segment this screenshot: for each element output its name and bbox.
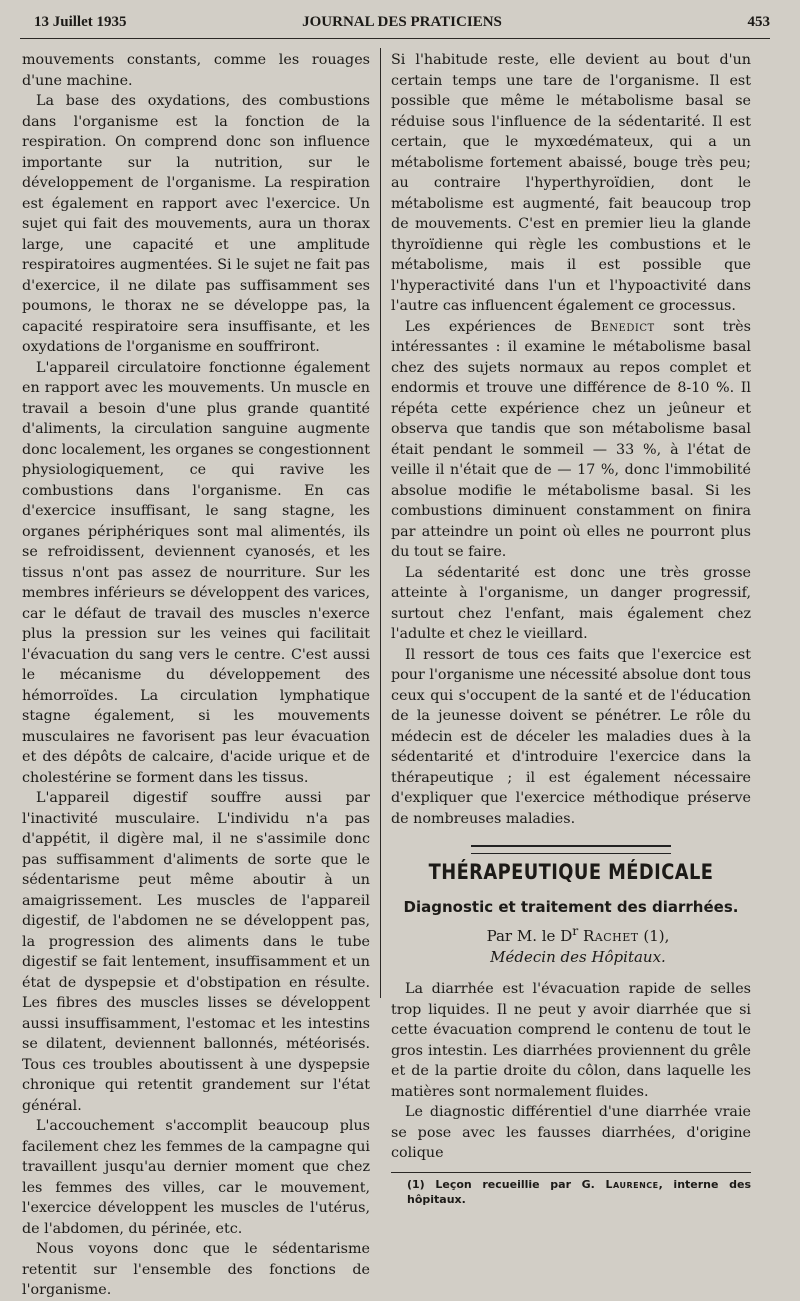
text-run: (1) Leçon recueillie par G. (407, 1177, 606, 1191)
paragraph: L'appareil digestif souffre aussi par l'inactivité musculaire. L'individu n'a pas d'appétit, il digère mal, il ne s'assimile donc pas suffisamment d'aliments de sorte que le sédentarisme peut même aboutir à un amaigrissement. Les muscles de l'appareil digestif, de l'abdomen ne se développent pas, la progression des aliments dans le tube digestif se fait lentement, insuffisamment et un état de dyspepsie et d'obstipation en résulte. Les fibres des muscles lisses se développent aussi insuffisamment, l'estomac et les intestins se dilatent, deviennent ballonnés, météorisés. Tous ces troubles aboutissent à une dyspepsie chronique qui retentit grandement sur l'état général. (22, 790, 370, 1114)
paragraph: La sédentarité est donc une très grosse atteinte à l'organisme, un danger progressif, surtout chez l'enfant, mais également chez l'adulte et chez le vieillard. (391, 564, 751, 642)
paragraph: Il ressort de tous ces faits que l'exercice est pour l'organisme une nécessité absolue dont tous ceux qui s'occupent de la santé et de l'éducation de la jeunesse doivent se pénétrer. Le rôle du médecin est de déceler les maladies dues à la sédentarité et d'introduire l'exercice dans la thérapeutique ; il est également nécessaire d'expliquer que l'exercice méthodique préserve de nombreuses maladies. (391, 646, 751, 827)
left-column (22, 50, 370, 1301)
author-name-benedict: Benedict (590, 318, 655, 335)
author-affiliation: Médecin des Hôpitaux. (490, 947, 666, 966)
header-date: 13 Juillet 1935 (34, 14, 127, 30)
text-run: sont très intéressantes : il examine le métabolisme basal chez des sujets normaux au repos complet et endormis et trouve une différence de 8-10 %. Il répéta cette expérience chez un jeûneur et observa que tandis que son métabolisme basal était pendant le sommeil — 33 %, à l'état de veille il n'était que de — 17 %, donc l'immobilité absolue modifie le métabolisme basal. Si les combustions diminuent constamment on finira par atteindre un point où elles ne pourront plus du tout se faire. (391, 318, 751, 560)
paragraph: mouvements constants, comme les rouages d'une machine. (22, 52, 370, 89)
paragraph: L'appareil circulatoire fonctionne également en rapport avec les mouvements. Un muscle en travail a besoin d'une plus grande quantité d'aliments, la circulation sanguine augmente donc localement, les organes se congestionnent physiologiquement, ce qui ravive les combustions dans l'organisme. En cas d'exercice insuffisant, le sang stagne, les organes périphériques sont mal alimentés, ils se refroidissent, deviennent cyanosés, et les tissus n'ont pas assez de nourriture. Sur les membres inférieurs se développent des varices, car le défaut de travail des muscles n'exerce plus la pression sur les veines qui facilitait l'évacuation du sang vers le centre. C'est aussi le mécanisme du développement des hémorroïdes. La circulation lymphatique stagne également, si les mouvements musculaires ne favorisent pas leur évacuation et des dépôts de calcaire, d'acide urique et de cholestérine se forment dans les tissus. (22, 359, 370, 786)
section-title: THÉRAPEUTIQUE MÉDICALE (428, 860, 714, 884)
right-column (391, 50, 751, 1207)
section-ornament-rule (471, 845, 671, 854)
page-header (34, 14, 770, 36)
paragraph: La base des oxydations, des combustions dans l'organisme est la fonction de la respiration. On comprend donc son influence importante sur la nutrition, sur le développement de l'organisme. La respiration est également en rapport avec l'exercice. Un sujet qui fait des mouvements, aura un thorax large, une capacité et une amplitude respiratoires augmentées. Si le sujet ne fait pas d'exercice, il ne dilate pas suffisamment ses poumons, le thorax ne se développe pas, la capacité respiratoire sera insuffisante, et les oxydations de l'organisme en souffriront. (22, 93, 370, 355)
article-title: Diagnostic et traitement des diarrhées. (403, 897, 739, 916)
author-name: Rachet (583, 927, 639, 945)
author-suffix: (1), (638, 927, 670, 945)
footnote-name: Laurence (605, 1177, 659, 1191)
header-journal-title: JOURNAL DES PRATICIENS (302, 14, 502, 30)
text-run: , interne des hôpitaux. (407, 1177, 751, 1206)
article-author (391, 921, 751, 947)
header-rule (20, 38, 770, 39)
paragraph: Le diagnostic différentiel d'une diarrhée vraie se pose avec les fausses diarrhées, d'origine colique (391, 1104, 751, 1161)
column-divider (380, 48, 381, 998)
author-title-sup: r (572, 923, 579, 938)
footnote (407, 1177, 751, 1207)
author-prefix: Par M. le D (486, 927, 573, 945)
paragraph: L'accouchement s'accomplit beaucoup plus facilement chez les femmes de la campagne qui travaillent jusqu'au dernier moment que chez les femmes des villes, car le mouvement, l'exercice développent les muscles de l'utérus, de l'abdomen, du périnée, etc. (22, 1118, 370, 1237)
paragraph: La diarrhée est l'évacuation rapide de selles trop liquides. Il ne peut y avoir diarrhée que si cette évacuation comprend le contenu de tout le gros intestin. Les diarrhées proviennent du grêle et de la partie droite du côlon, dans laquelle les matières sont normalement fluides. (391, 981, 751, 1100)
footnote-rule (391, 1172, 751, 1173)
paragraph: Si l'habitude reste, elle devient au bout d'un certain temps une tare de l'organisme. Il est possible que même le métabolisme basal se réduise sous l'influence de la sédentarité. Il est certain, que le myxœdémateux, qui a un métabolisme fortement abaissé, bouge très peu; au contraire l'hyperthyroïdien, dont le métabolisme est augmenté, fait beaucoup trop de mouvements. C'est en premier lieu la glande thyroïdienne qui règle les combustions et le métabolisme, mais il est possible que l'hyperactivité dans l'un et l'hypoactivité dans l'autre cas influencent également ce grocessus. (391, 52, 751, 314)
paragraph (391, 317, 751, 563)
text-run: Les expériences de (405, 318, 591, 335)
header-page-number: 453 (747, 14, 770, 30)
paragraph: Nous voyons donc que le sédentarisme retentit sur l'ensemble des fonctions de l'organisme. (22, 1241, 370, 1298)
